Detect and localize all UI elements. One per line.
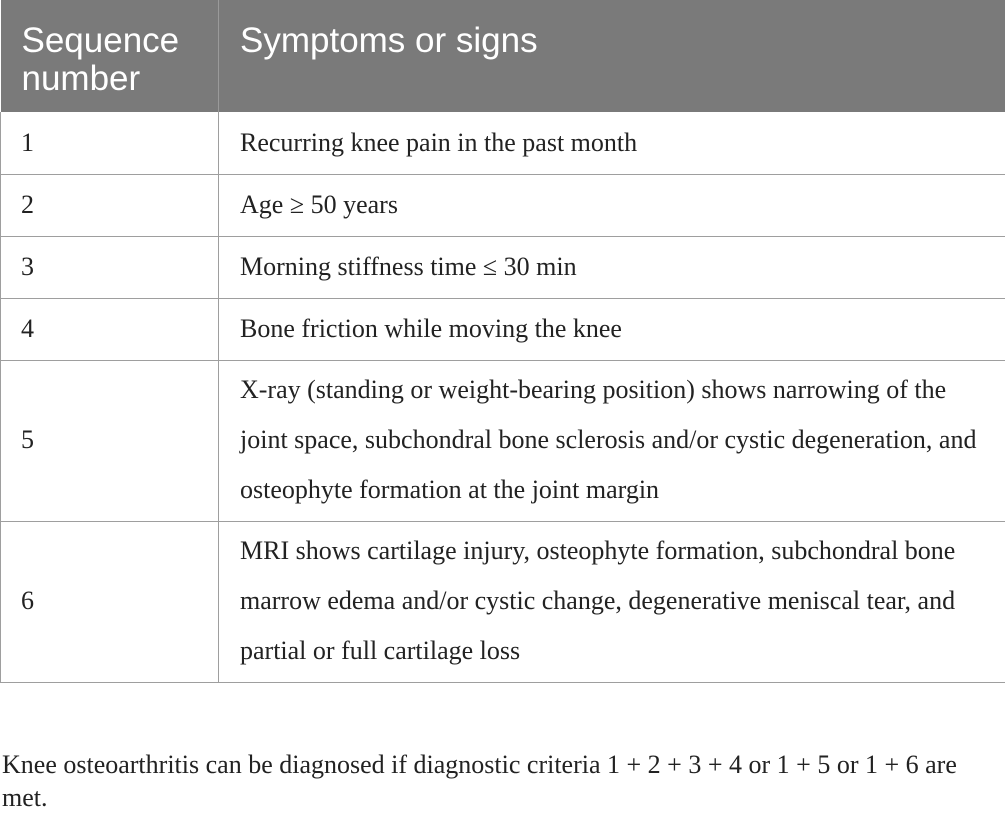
table-body	[1, 112, 1005, 682]
row-number: 6	[1, 521, 219, 682]
header-symptoms-or-signs: Symptoms or signs	[219, 0, 1005, 112]
table-row	[1, 236, 1005, 298]
row-number: 1	[1, 112, 219, 174]
row-number: 2	[1, 174, 219, 236]
header-row	[1, 0, 1005, 112]
table-header	[1, 0, 1005, 112]
row-criterion: Morning stiffness time ≤ 30 min	[219, 236, 1005, 298]
table-row	[1, 298, 1005, 360]
table-row	[1, 174, 1005, 236]
row-criterion: MRI shows cartilage injury, osteophyte formation, subchondral bone marrow edema and/or cystic change, degenerative meniscal tear, and partial or full cartilage loss	[219, 521, 1005, 682]
row-criterion: X-ray (standing or weight-bearing position) shows narrowing of the joint space, subchondral bone sclerosis and/or cystic degeneration, and osteophyte formation at the joint margin	[219, 360, 1005, 521]
row-number: 5	[1, 360, 219, 521]
row-number: 4	[1, 298, 219, 360]
header-sequence-number: Sequence number	[1, 0, 219, 112]
row-criterion: Bone friction while moving the knee	[219, 298, 1005, 360]
table-row	[1, 112, 1005, 174]
table-footnote: Knee osteoarthritis can be diagnosed if diagnostic criteria 1 + 2 + 3 + 4 or 1 + 5 or 1 + 6 are met.	[2, 750, 957, 812]
table-row	[1, 521, 1005, 682]
row-criterion: Recurring knee pain in the past month	[219, 112, 1005, 174]
table-row	[1, 360, 1005, 521]
row-criterion: Age ≥ 50 years	[219, 174, 1005, 236]
row-number: 3	[1, 236, 219, 298]
